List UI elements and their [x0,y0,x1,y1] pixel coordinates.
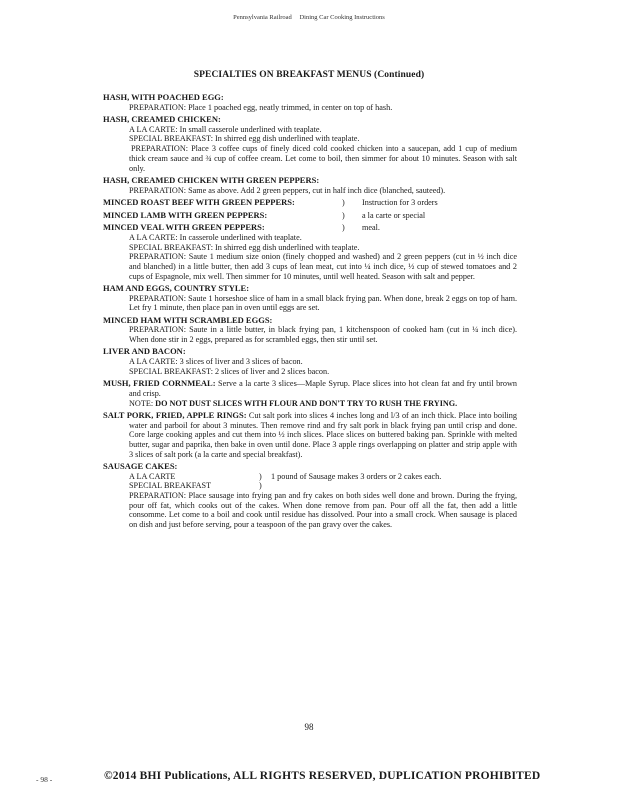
entry-hash-creamed-chicken-peppers [103,176,517,195]
header-book: Dining Car Cooking Instructions [299,14,385,21]
footer-page-label: - 98 - [36,775,53,784]
bracket: ) [342,223,345,233]
entry-heading: MUSH, FRIED CORNMEAL: [103,378,216,389]
special-breakfast-label: SPECIAL BREAKFAST [129,481,212,491]
entry-text: Cut salt pork into slices 4 inches long and l/3 of an inch thick. Place into boiling water and parboil for about 3 minutes. Then remove rind and fry salt pork in black frying pan until crisp and done. Core large cooking apples and cut them into ½ inch slices. Place slices on buttered baking pan. Sprinkle with melted butter, sugar and paprika, then bake in oven until done. Place 3 apple rings overlapping on platter and strip apple with 3 slices of salt pork (a la carte and special breakfast). [129,410,517,459]
entry-heading: MINCED ROAST BEEF WITH GREEN PEPPERS: [103,196,295,207]
entry-minced-ham [103,316,517,345]
sausage-row [129,481,517,491]
entry-heading: HASH, CREAMED CHICKEN: [103,114,221,124]
entry-heading: HAM AND EGGS, COUNTRY STYLE: [103,283,250,294]
entry-heading: LIVER AND BACON: [103,346,186,357]
preparation-text: PREPARATION: Same as above. Add 2 green peppers, cut in half inch dice (blanched, sauteed). [129,185,446,195]
entry-heading: SALT PORK, FRIED, APPLE RINGS: [103,409,247,420]
entry-sausage-cakes [103,462,517,530]
running-header [0,14,618,21]
bracket-note: a la carte or special [362,210,426,220]
entry-mush [103,379,517,408]
bracket-note: meal. [362,223,380,233]
entry-minced-meats [103,198,517,282]
footer-copyright: ©2014 BHI Publications, ALL RIGHTS RESERVED, DUPLICATION PROHIBITED [104,770,541,782]
entry-heading: HASH, WITH POACHED EGG: [103,92,224,102]
minced-row [103,211,517,221]
entry-salt-pork [103,411,517,460]
preparation-text: PREPARATION: Place 3 coffee cups of finely diced cold cooked chicken into a saucepan, add 1 cup of medium thick cream sauce and ¾ cup of coffee cream. Let come to boil, then simmer for about 10 minutes. Season with salt only. [129,144,517,173]
entry-heading: HASH, CREAMED CHICKEN WITH GREEN PEPPERS: [103,174,320,185]
bracket-note: Instruction for 3 orders [362,197,438,207]
preparation-text: PREPARATION: Place 1 poached egg, neatly trimmed, in center on top of hash. [129,102,393,112]
special-breakfast-text: SPECIAL BREAKFAST: 2 slices of liver and 2 slices bacon. [129,366,330,376]
entry-heading: MINCED VEAL WITH GREEN PEPPERS: [103,222,265,233]
a-la-carte-text: A LA CARTE: 3 slices of liver and 3 slices of bacon. [129,357,303,367]
recipe-content [103,93,517,532]
header-railroad: Pennsylvania Railroad [233,14,292,21]
a-la-carte-label: A LA CARTE [129,471,176,481]
page-number: 98 [304,722,314,732]
entry-text: Serve a la carte 3 slices—Maple Syrup. Place slices into hot clean fat and fry until brown and crisp. [129,379,517,398]
page-title: SPECIALTIES ON BREAKFAST MENUS (Continued) [193,70,425,80]
entry-ham-and-eggs [103,284,517,313]
note-label: NOTE: [129,398,154,408]
a-la-carte-text: A LA CARTE: In casserole underlined with teaplate. [129,232,302,242]
note-text: DO NOT DUST SLICES WITH FLOUR AND DON'T TRY TO RUSH THE FRYING. [155,398,458,408]
bracket: ) [259,481,262,491]
entry-hash-poached-egg [103,93,517,112]
preparation-text: PREPARATION: Saute 1 horseshoe slice of ham in a small black frying pan. When done, break 2 eggs on top of ham. Let fry 1 minute, then place pan in oven until eggs are set. [129,293,517,313]
preparation-text: PREPARATION: Place sausage into frying pan and fry cakes on both sides well done and brown. During the frying, pour off fat, which cooks out of the cakes. When done remove from pan. Pour off all the fat, then add a little consomme. Let come to a boil and cook until residue has dissolved. Pour into a small crock. When sausage is placed on dish and just before serving, pour a teaspoon of the pan gravy over the cakes. [129,491,517,530]
entry-liver-and-bacon [103,347,517,376]
minced-row [103,198,517,208]
entry-heading: MINCED LAMB WITH GREEN PEPPERS: [103,209,268,220]
entry-paragraph [103,379,517,398]
special-breakfast-text: SPECIAL BREAKFAST: In shirred egg dish underlined with teaplate. [129,242,360,252]
entry-hash-creamed-chicken [103,115,517,173]
special-breakfast-text: SPECIAL BREAKFAST: In shirred egg dish underlined with teaplate. [129,134,360,144]
bracket-note: 1 pound of Sausage makes 3 orders or 2 cakes each. [271,471,442,481]
preparation-text: PREPARATION: Saute 1 medium size onion (finely chopped and washed) and 2 green peppers (cut in ½ inch dice and blanched) in a little butter, then add 3 cups of lean meat, cut into ¼ inch dice, ½ cup of stewed tomatoes and 2 cups of Espagnole, mix well. Then simmer for 10 minutes, until well heated. Season with salt and pepper. [129,252,517,281]
a-la-carte-text: A LA CARTE: In small casserole underlined with teaplate. [129,124,322,134]
preparation-text: PREPARATION: Saute in a little butter, in black frying pan, 1 kitchenspoon of cooked ham (cut in ¼ inch dice). When done stir in 2 eggs, prepared as for scrambled eggs, then stir until set. [129,325,517,345]
entry-heading: MINCED HAM WITH SCRAMBLED EGGS: [103,314,273,325]
entry-paragraph [103,411,517,460]
bracket: ) [259,471,262,481]
minced-row [103,223,517,233]
entry-heading: SAUSAGE CAKES: [103,460,178,471]
bracket: ) [342,210,345,220]
bracket: ) [342,197,345,207]
sausage-row [129,472,517,482]
